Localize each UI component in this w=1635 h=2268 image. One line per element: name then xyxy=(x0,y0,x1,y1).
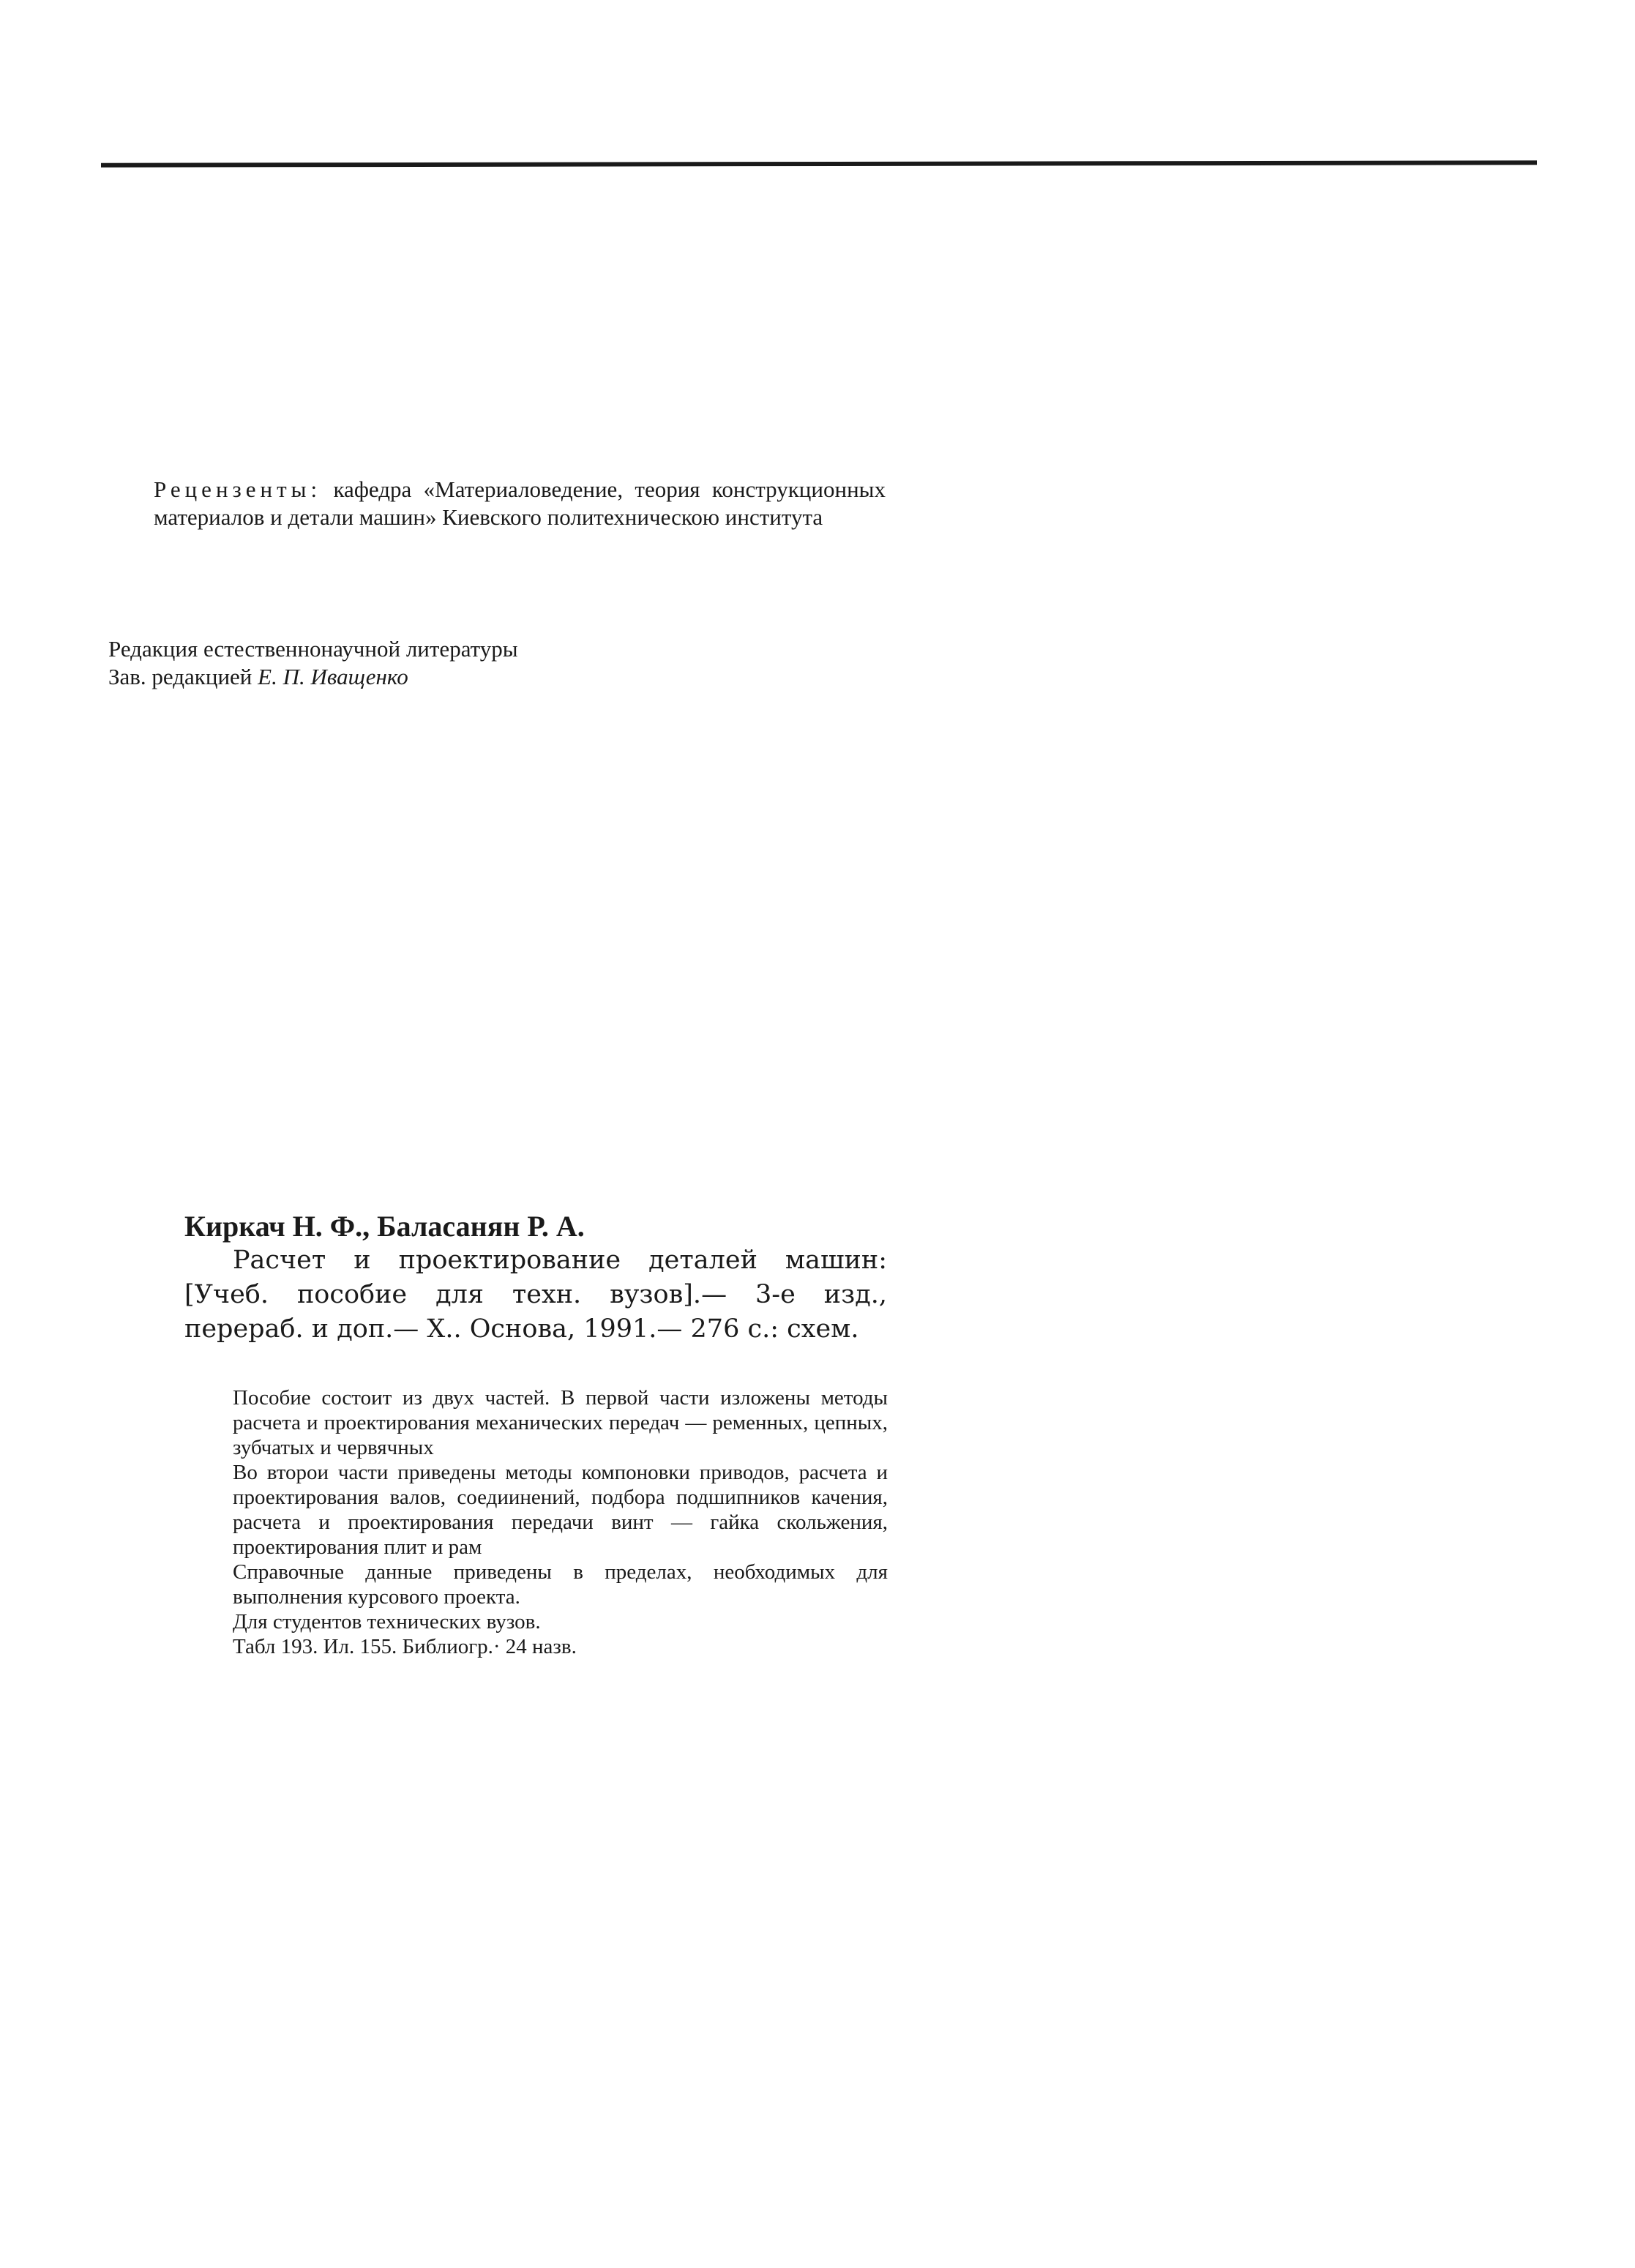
editorial-note xyxy=(108,635,767,691)
editorial-head-prefix: Зав. редакцией xyxy=(108,664,252,689)
book-description: Расчет и проектирование деталей машин: [Учеб. пособие для техн. вузов].— 3-е изд., перераб. и доп.— X.. Основа, 1991.— 276 с.: схем. xyxy=(184,1246,887,1344)
abstract-paragraph-5: Табл 193. Ил. 155. Библиогр.· 24 назв. xyxy=(233,1635,577,1658)
reviewers-text: кафедра «Материаловедение, теория конструкционных материалов и детали машин» Киевского политехническою института xyxy=(154,476,886,530)
editorial-office: Редакция естественнонаучной литературы xyxy=(108,636,518,662)
reviewers-note xyxy=(154,476,886,531)
editorial-head-name: Е. П. Иващенко xyxy=(258,664,408,689)
top-rule xyxy=(101,160,1537,167)
abstract-paragraph-1: Пособие состоит из двух частей. В первой части изложены методы расчета и проектирования механических передач — ременных, цепных, зубчатых и червячных xyxy=(233,1386,888,1459)
bibliographic-entry xyxy=(184,1209,887,1347)
book-authors: Киркач Н. Ф., Баласанян Р. А. xyxy=(184,1210,585,1243)
abstract-paragraph-3: Справочные данные приведены в пределах, необходимых для выполнения курсового проекта. xyxy=(233,1560,888,1609)
abstract-paragraph-2: Во второи части приведены методы компоновки приводов, расчета и проектирования валов, соедиинений, подбора подшипников качения, расчета и проектирования передачи винт — гайка скольжения, проектирования плит и рам xyxy=(233,1461,888,1559)
editorial-head xyxy=(108,663,767,691)
abstract-paragraph-4: Для студентов технических вузов. xyxy=(233,1610,541,1633)
abstract xyxy=(233,1385,888,1659)
reviewers-label: Рецензенты: xyxy=(154,476,322,502)
